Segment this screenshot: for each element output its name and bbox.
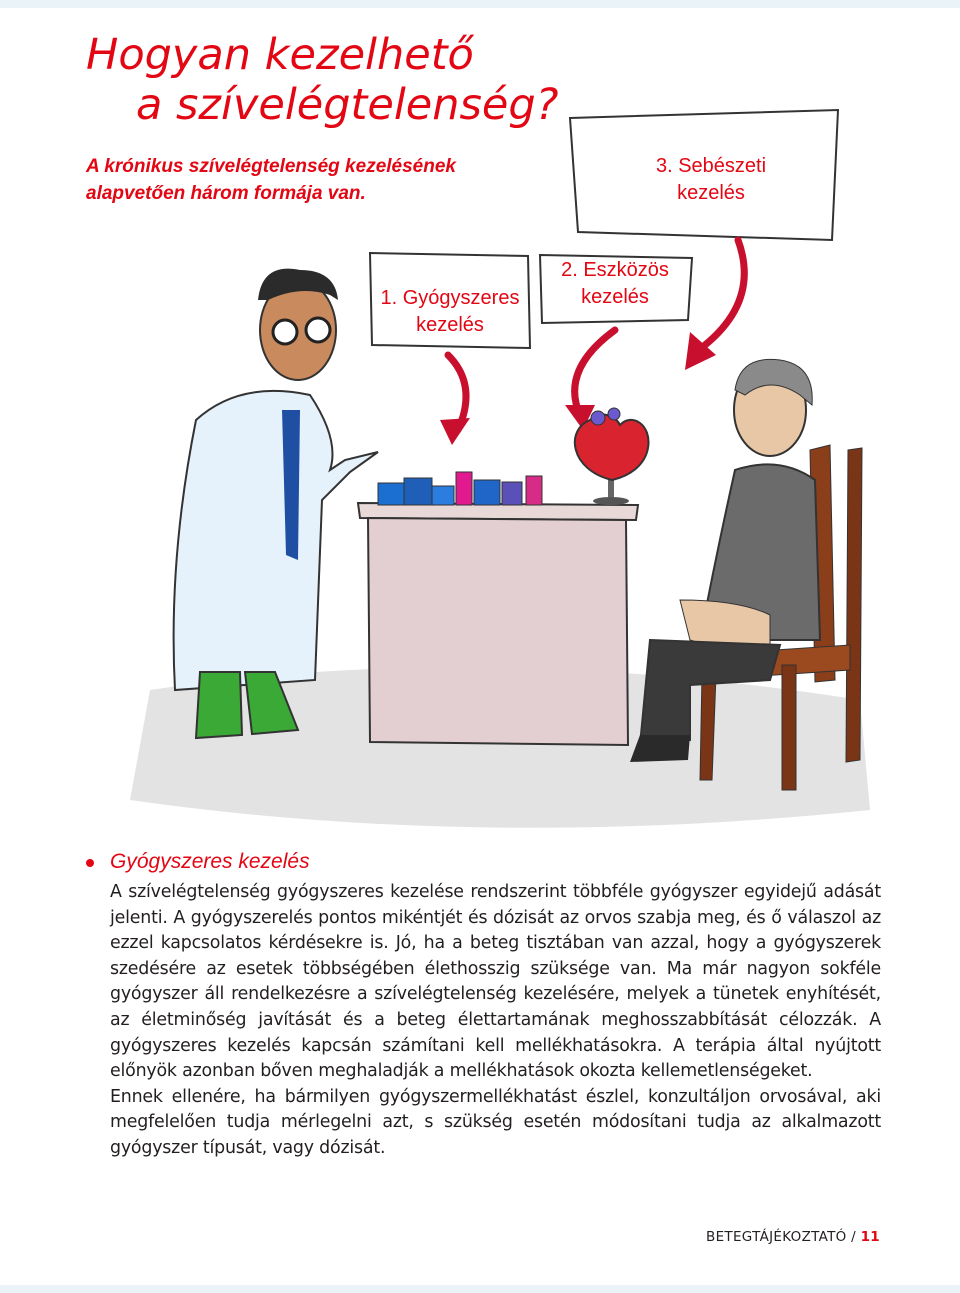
bottom-strip (0, 1285, 960, 1293)
label-2-line-2: kezelés (581, 286, 649, 308)
chair-leg (782, 665, 796, 790)
paragraph-2: Ennek ellenére, ha bármilyen gyógyszermellékhatást észlel, konzultáljon orvosával, aki megfelelően tudja mérlegelni azt, s szükség esetén módosítani tudja az alkalmazott gyógyszer típusát, vagy dózisát. (110, 1086, 881, 1158)
arrow-3 (705, 240, 744, 345)
section-medication (86, 848, 881, 1162)
paragraph-1: A szívelégtelenség gyógyszeres kezelése rendszerint többféle gyógyszer egyidejű adását jelenti. A gyógyszerelés pontos mikéntjét és dózisát az orvos szabja meg, és ő válaszol az ezzel kapcsolatos kérdésekre is. Jó, ha a beteg tisztában van azzal, hogy a gyógyszerek szedésére az esetek többségében élethosszig szüksége van. Ma már nagyon sokféle gyógyszer áll rendelkezésre a szívelégtelenség kezelésére, melyek a tünetek enyhítését, az életminőség javítását és a beteg élettartamának meghosszabbítását célozzák. A gyógyszeres kezelés kapcsán számítani kell mellékhatásokra. A terápia által nyújtott előnyök azonban bőven meghaladják a mellékhatások okozta kellemetlenségeket. (110, 882, 881, 1082)
medicine-box (378, 483, 404, 505)
bullet-dot (86, 859, 94, 867)
label-surgical-treatment (626, 153, 796, 207)
chair-back (846, 448, 862, 762)
medicine-bottle (526, 476, 542, 505)
heart-model (575, 415, 649, 480)
intro-line-1: A krónikus szívelégtelenség kezelésének (86, 156, 456, 177)
footer-label: BETEGTÁJÉKOZTATÓ / (706, 1229, 861, 1245)
patient-shoe (630, 735, 690, 762)
label-device-treatment (540, 257, 690, 311)
arrow-1-head (440, 418, 470, 445)
doctor-glasses (306, 318, 330, 342)
doctor-boot-left (196, 672, 242, 738)
section-heading-text: Gyógyszeres kezelés (110, 850, 310, 873)
label-3-line-2: kezelés (677, 182, 745, 204)
medicine-bottle (456, 472, 472, 505)
heart-stand-base (593, 497, 629, 505)
heart-vessel (591, 411, 605, 425)
label-2-line-1: 2. Eszközös (561, 259, 669, 281)
label-1-line-1: 1. Gyógyszeres (380, 287, 520, 309)
page-number: 11 (860, 1229, 880, 1245)
arrow-2 (575, 330, 615, 415)
label-1-line-2: kezelés (416, 314, 484, 336)
doctor-coat (174, 391, 378, 690)
illustration-canvas (0, 100, 960, 840)
page-footer (706, 1229, 880, 1245)
top-strip (0, 0, 960, 8)
section-heading (86, 848, 881, 876)
title-line-2: a szívelégtelenség? (136, 80, 559, 130)
label-medication-treatment (372, 285, 528, 339)
title-line-1: Hogyan kezelhető (86, 30, 474, 80)
medicine-box (474, 480, 500, 505)
doctor-glasses (273, 320, 297, 344)
medicine-box (502, 482, 522, 505)
heart-vessel (608, 408, 620, 420)
label-3-line-1: 3. Sebészeti (655, 155, 767, 177)
illustration-doctor-patient (0, 100, 960, 840)
medicine-box (432, 486, 454, 505)
medicine-box (404, 478, 432, 505)
desk-body (368, 518, 628, 745)
intro-line-2: alapvetően három formája van. (86, 183, 366, 204)
